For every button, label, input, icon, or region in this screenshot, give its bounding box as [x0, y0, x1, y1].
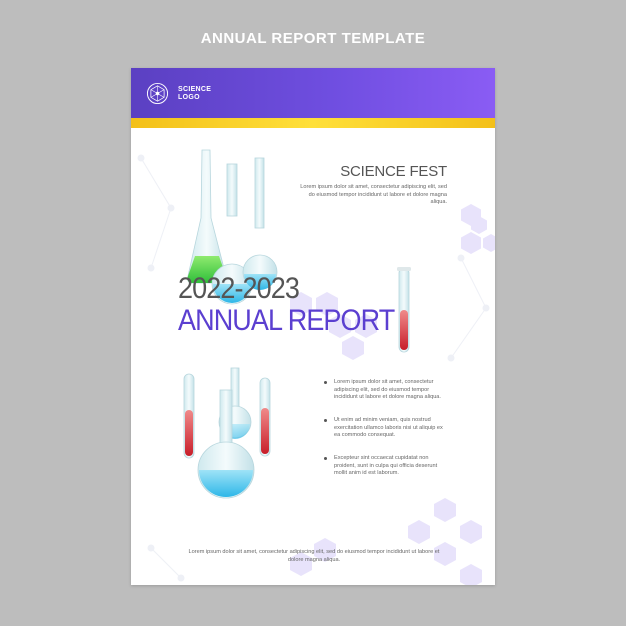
footer-text: Lorem ipsum dolor sit amet, consectetur adipiscing elit, sed do eiusmod tempor incididunt ut labore et dolore magna aliqua.	[188, 549, 440, 563]
page-heading: ANNUAL REPORT TEMPLATE	[200, 30, 426, 47]
list-item: Ut enim ad minim veniam, quis nostrud exercitation ullamco laboris nisi ut aliquip ex ea commodo consequat.	[324, 417, 450, 455]
accent-band	[131, 118, 495, 128]
list-item: Excepteur sint occaecat cupidatat non proident, sunt in culpa qui officia deserunt mollit anim id est laborum.	[324, 455, 450, 478]
logo-line-1: SCIENCE	[178, 86, 212, 93]
atom-hex-icon	[146, 82, 169, 105]
logo-text	[178, 86, 211, 102]
test-tube-red	[397, 267, 411, 352]
list-item: Lorem ipsum dolor sit amet, consectetur adipiscing elit, sed do eiusmod tempor incididunt ut labore et dolore magna aliqua.	[324, 379, 450, 417]
science-fest-body: Lorem ipsum dolor sit amet, consectetur adipiscing elit, sed do eiusmod tempor incididunt ut labore et dolore magna aliqua.	[300, 184, 447, 205]
report-sheet	[131, 68, 495, 585]
report-title: ANNUAL REPORT	[178, 304, 395, 337]
bullet-list	[324, 379, 450, 478]
science-fest-title: SCIENCE FEST	[340, 163, 447, 180]
logo-line-2: LOGO	[178, 94, 200, 101]
report-years: 2022-2023	[178, 272, 300, 305]
glassware-group-bottom	[184, 368, 270, 498]
